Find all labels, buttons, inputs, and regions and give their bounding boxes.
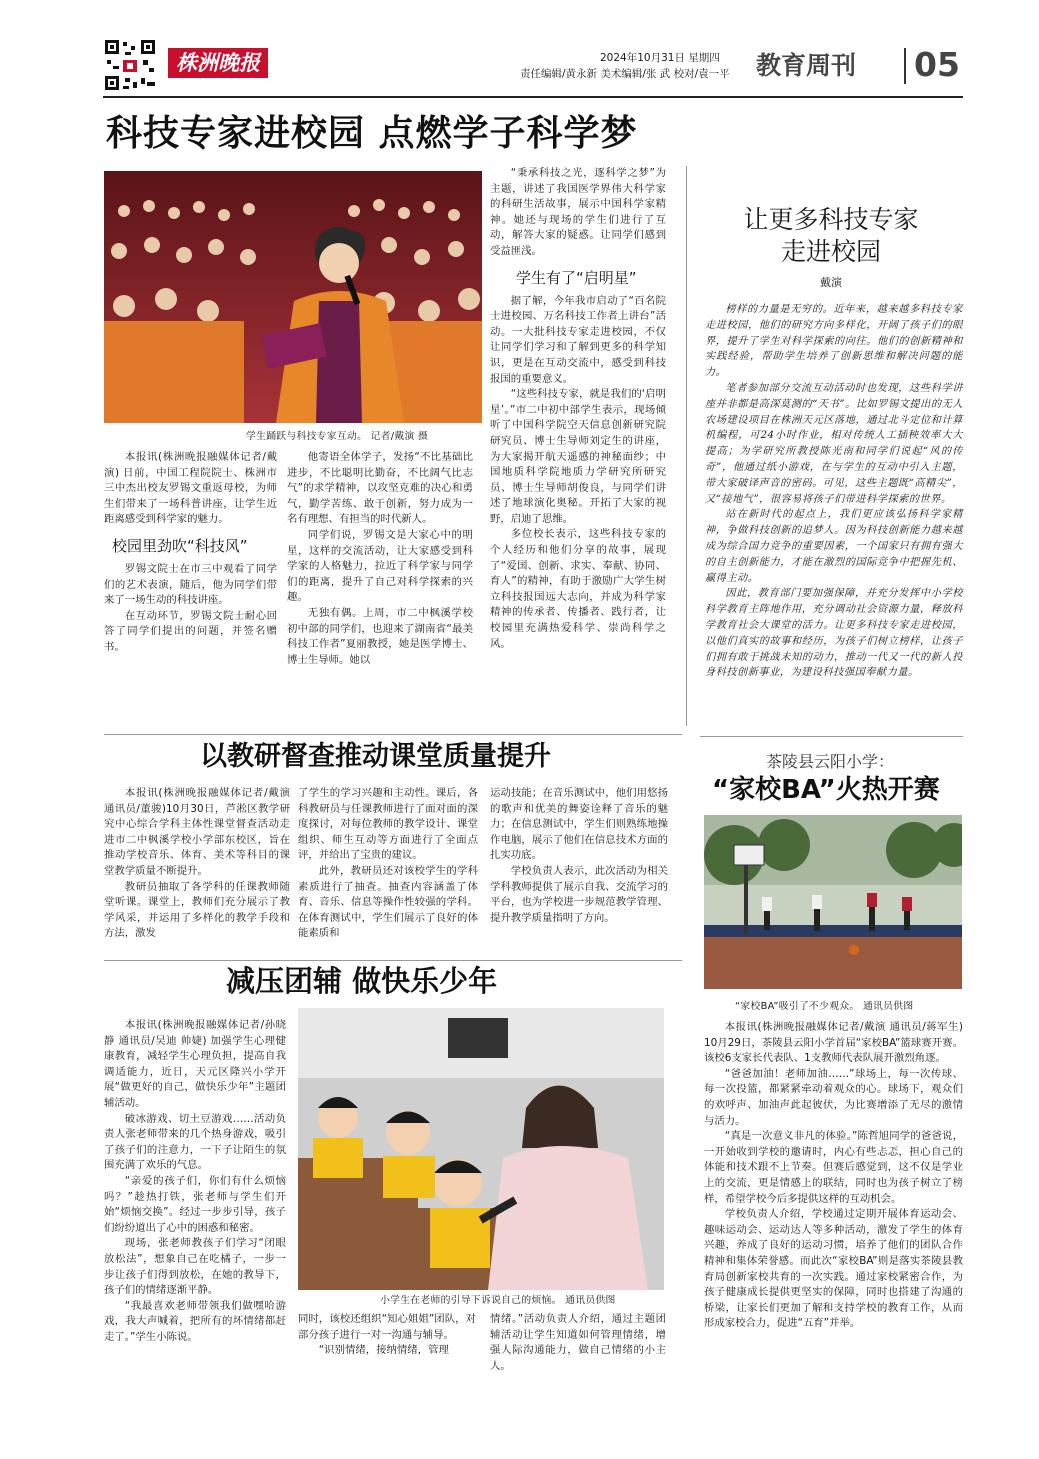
article1-paragraph: 他寄语全体学子，发扬“不比基础比进步，不比聪明比勤奋，不比阔气比志气”的求学精神，以攻坚克难的决心和勇气，勤学苦练、敢于创新，努力成为一名有理想、有担当的时代新人。 xyxy=(287,451,473,526)
article3-photo-caption: 小学生在老师的引导下诉说自己的烦恼。 通讯员供图 xyxy=(380,1295,616,1306)
article2-top-rule xyxy=(104,734,682,735)
issue-date: 2024年10月31日 星期四 xyxy=(600,52,720,64)
article3-paragraph: “亲爱的孩子们，你们有什么烦恼吗？”趁热打铁，张老师与学生们开始“烦恼交换”。经过一步步引导，孩子们纷纷道出了心中的困惑和秘密。 xyxy=(104,1174,286,1234)
article1-photo-caption: 学生踊跃与科技专家互动。 记者/戴演 摄 xyxy=(246,431,429,442)
article1-paragraph: 多位校长表示，这些科技专家的个人经历和他们分享的故事，展现了“爱国、创新、求实、奉献、协同、育人”的精神，有助于激励广大学生树立科技报国远大志向，并成为科学家精神的传承者、传播者、践行者，让校园里充满热爱科学、崇尚科学之风。 xyxy=(490,528,666,650)
article4-headline: “家校BA”火热开赛 xyxy=(712,775,940,805)
article2-paragraph: 本报讯(株洲晚报融媒体记者/戴演 通讯员/董骏)10月30日，芦淞区教学研究中心综合学科主体性课堂督查活动走进市二中枫溪学校小学部东校区，旨在推动学校音乐、体育、美术等科目的课堂教学质量不断提升。 xyxy=(104,787,290,877)
group-counseling-photo xyxy=(298,1008,664,1290)
article1-paragraph: “秉承科技之光，逐科学之梦”为主题，讲述了我国医学界伟大科学家的科研生活故事，展示中国科学家精神。她还与现场的学生们进行了互动，解答大家的疑惑。让同学们感到受益匪浅。 xyxy=(490,167,666,257)
masthead-rule xyxy=(103,96,963,98)
article3-headline: 减压团辅 做快乐少年 xyxy=(226,964,498,998)
article1-column-1 xyxy=(104,450,277,656)
article3-paragraph: “识别情绪，接纳情绪，管理 xyxy=(318,1344,449,1357)
page-number: 05 xyxy=(914,45,960,84)
commentary-divider xyxy=(686,166,687,726)
article2-column-2 xyxy=(298,786,478,942)
article3-paragraph: 本报讯(株洲晚报融媒体记者/孙晓静 通讯员/吴迪 帅婕) 加强学生心理健康教育，减轻学生心理负担，提高自我调适能力，近日，天元区隆兴小学开展“做更好的自己，做快乐少年”主题团辅活动。 xyxy=(104,1019,286,1109)
article4-top-rule xyxy=(700,736,963,737)
article2-column-3 xyxy=(490,786,668,926)
article1-paragraph: 在互动环节，罗锡文院士耐心回答了同学们提出的问题，并签名赠书。 xyxy=(104,609,277,653)
newspaper-logo: 株洲晚报 xyxy=(168,48,268,78)
article1-paragraph: 无独有偶。上周，市二中枫溪学校初中部的同学们，也迎来了湖南省“最美科技工作者”夏丽教授，她是医学博士、博士生导师。她以 xyxy=(287,606,473,666)
article1-subhead-1: 校园里劲吹“科技风” xyxy=(112,536,248,555)
article1-subhead-2: 学生有了“启明星” xyxy=(516,268,637,287)
article4-paragraph: “真是一次意义非凡的体验。”陈哲旭同学的爸爸说，一开始收到学校的邀请时，内心有些忐忑，担心自己的体能和技术跟不上节奏。但赛后感觉到，这不仅是学业上的交流，更是情感上的联结，同时也为孩子树立了榜样，希望学校今后多提供这样的互动机会。 xyxy=(704,1130,963,1205)
article3-column-3 xyxy=(490,1312,666,1374)
article3-column-1 xyxy=(104,1018,286,1345)
article1-paragraph: 罗锡文院士在市三中观看了同学们的艺术表演，随后，他为同学们带来了一场生动的科技讲座。 xyxy=(104,562,277,607)
basketball-game-photo xyxy=(704,815,962,989)
commentary-paragraph: 榜样的力量是无穷的。近年来，越来越多科技专家走进校园，他们的研究方向多样化，开阔了孩子们的眼界，提升了学生对科学探索的向往。他们的创新精神和实践经验，帮助学生培养了创新思维和解决问题的能力。 xyxy=(705,304,963,379)
article1-column-3 xyxy=(490,166,666,652)
qr-code xyxy=(103,38,157,92)
article2-paragraph: 教研员抽取了各学科的任课教师随堂听课。课堂上，教师们充分展示了教学风采，并运用了多样化的教学手段和方法，激发 xyxy=(104,880,290,940)
article2-headline: 以教研督查推动课堂质量提升 xyxy=(200,741,551,772)
article3-paragraph: “我最喜欢老师带领我们做嘿哈游戏，我大声喊着，把所有的坏情绪都赶走了。”学生小陈说。 xyxy=(104,1299,286,1343)
commentary-author: 戴演 xyxy=(820,276,842,289)
article1-paragraph: “这些科技专家，就是我们的‘启明星’。”市二中初中部学生表示，现场倾听了中国科学院空天信息创新研究院研究员、博士生导师刘定生的讲座，为大家揭开航天遥感的神秘面纱；中国地质科学院地质力学研究所研究员、博士生导师胡俊良，与同学们讲述了地球演化奥秘。开拓了大家的视野，启迪了思维。 xyxy=(490,388,666,525)
article1-column-2 xyxy=(287,450,473,668)
article2-paragraph: 运动技能；在音乐测试中，他们用悠扬的歌声和优美的舞姿诠释了音乐的魅力；在信息测试中，学生们则熟练地操作电脑，展示了他们在信息技术方面的扎实功底。 xyxy=(490,787,668,862)
science-lecture-photo xyxy=(104,171,482,423)
article1-paragraph: 同学们说，罗锡文是大家心中的明星，这样的交流活动，让大家感受到科学家的人格魅力，拉近了科学家与同学们的距离，提升了自己对科学探索的兴趣。 xyxy=(287,528,473,604)
article3-paragraph: 破冰游戏、切土豆游戏……活动负责人张老师带来的几个热身游戏，吸引了孩子们的注意力，一下子让陌生的氛围充满了欢乐的气息。 xyxy=(104,1112,286,1172)
article2-paragraph: 了学生的学习兴趣和主动性。课后，各科教研员与任课教师进行了面对面的深度探讨，对每位教师的教学设计、课堂组织、师生互动等方面进行了全面点评，并给出了宝贵的建议。 xyxy=(298,787,478,862)
article2-paragraph: 此外，教研员还对该校学生的学科素质进行了抽查。抽查内容涵盖了体育、音乐、信息等操作性较强的学科。在体育测试中，学生们展示了良好的体能素质和 xyxy=(298,864,478,940)
commentary-title-line-2: 走进校园 xyxy=(780,237,881,266)
article4-paragraph: 学校负责人介绍，学校通过定期开展体育运动会、趣味运动会、运动达人等多种活动，激发了学生的体育兴趣，养成了良好的运动习惯，培养了他们的团队合作精神和集体荣誉感。而此次“家校BA”则是落实茶陵县教育局创新家校共育的一次实践。通过家校紧密合作，为孩子健康成长提供更坚实的保障，同时也搭建了沟通的桥梁，让家长们更加了解和支持学校的教育工作，从而形成家校合力，促进“五育”并举。 xyxy=(704,1208,963,1330)
article4-kicker: 茶陵县云阳小学： xyxy=(766,752,895,771)
commentary-paragraph: 笔者参加部分交流互动活动时也发现，这些科学讲座并非都是高深莫测的“天书”。比如罗锡文提出的无人农场建设项目在株洲天元区落地，通过北斗定位和计算机编程，可24小时作业，相对传统人工插秧效率大大提高；为学研究所教授陈光南和同学们说起“风的传奇”，他通过纸小游戏，在与学生的互动中引入主题，带大家破译声音的密码。可见，这些主题既“高精尖”，又“接地气”，很容易将孩子们带进科学探索的世界。 xyxy=(705,382,963,505)
article3-column-2 xyxy=(298,1312,476,1359)
masthead-divider xyxy=(904,48,906,84)
commentary-title-line-1: 让更多科技专家 xyxy=(743,205,919,234)
article3-paragraph: 情绪。”活动负责人介绍，通过主题团辅活动让学生知道如何管理情绪，增强人际沟通能力，做自己情绪的小主人。 xyxy=(490,1313,666,1372)
article4-body xyxy=(704,1020,963,1332)
article4-paragraph: 本报讯(株洲晚报融媒体记者/戴演 通讯员/蒋军生) 10月29日，茶陵县云阳小学首届“家校BA”篮球赛开赛。该校6支家长代表队、1支教师代表队展开激烈角逐。 xyxy=(704,1021,963,1065)
commentary-paragraph: 站在新时代的起点上，我们更应该弘扬科学家精神，争做科技创新的追梦人。因为科技创新能力越来越成为综合国力竞争的重要因素，一个国家只有拥有强大的自主创新能力，才能在激烈的国际竞争中把握先机、赢得主动。 xyxy=(705,509,963,584)
article3-paragraph: 现场，张老师教孩子们学习“闭眼放松法”，想象自己在吃橘子，一步一步让孩子们得到放松，在她的教导下，孩子们的情绪逐渐平静。 xyxy=(104,1237,286,1297)
article1-lead: 本报讯(株洲晚报融媒体记者/戴演) 日前，中国工程院院士、株洲市三中杰出校友罗锡文重返母校，为师生们带来了一场科普讲座，让学生近距离感受到科学家的魅力。 xyxy=(104,451,277,526)
commentary-paragraph: 因此，教育部门要加强保障，并充分发挥中小学校科学教育主阵地作用，充分调动社会资源力量，释放科学教育社会大课堂的活力。让更多科技专家走进校园，以他们真实的故事和经历，为孩子们树立榜样，让孩子们拥有敢于挑战未知的动力，推动一代又一代的新人投身科技创新事业，为建设科技强国奉献力量。 xyxy=(705,588,963,679)
article1-headline: 科技专家进校园 点燃学子科学梦 xyxy=(106,113,638,154)
article4-paragraph: “爸爸加油！老师加油……”球场上，每一次传球、每一次投篮，都紧紧牵动着观众的心。球场下，观众们的欢呼声、加油声此起彼伏，为比赛增添了无尽的激情与活力。 xyxy=(704,1067,963,1127)
article4-photo-caption: “家校BA”吸引了不少观众。 通讯员供图 xyxy=(735,1001,914,1012)
section-title: 教育周刊 xyxy=(756,51,857,80)
article2-paragraph: 学校负责人表示，此次活动为相关学科教师提供了展示自我、交流学习的平台，也为学校进一步规范教学管理、提升教学质量指明了方向。 xyxy=(490,864,668,924)
article2-column-1 xyxy=(104,786,290,942)
article3-paragraph: 同时，该校还组织“知心姐姐”团队，对部分孩子进行一对一沟通与辅导。 xyxy=(298,1313,476,1341)
commentary-body xyxy=(705,302,963,681)
article1-paragraph: 据了解，今年我市启动了“百名院士进校园、万名科技工作者上讲台”活动。一大批科技专家走进校园，不仅让同学们学习和了解到更多的科学知识，更是在互动交流中，感受到科技报国的重要意义。 xyxy=(490,294,666,385)
editors-line: 责任编辑/黄永新 美术编辑/张 武 校对/袁一平 xyxy=(520,68,730,80)
